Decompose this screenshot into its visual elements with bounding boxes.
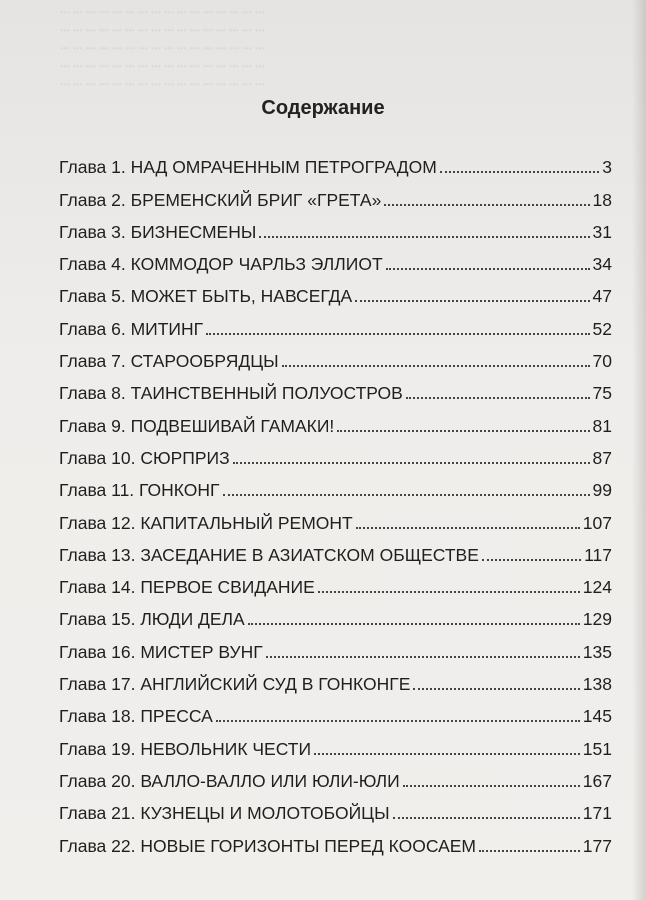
toc-entry — [59, 501, 612, 533]
toc-entry-page: 75 — [592, 383, 612, 404]
toc-entry — [59, 243, 612, 275]
toc-entry — [59, 695, 612, 727]
toc-entry-page: 129 — [582, 609, 612, 630]
dot-leader — [479, 850, 580, 852]
dot-leader — [266, 656, 580, 658]
toc-entry-title: Глава 1. НАД ОМРАЧЕННЫМ ПЕТРОГРАДОМ — [59, 157, 437, 178]
dot-leader — [355, 300, 589, 302]
toc-entry — [59, 437, 612, 469]
toc-entry-title: Глава 6. МИТИНГ — [59, 318, 204, 339]
toc-entry — [59, 275, 612, 307]
toc-entry-page: 18 — [592, 189, 612, 210]
toc-entry — [59, 469, 612, 501]
toc-entry-title: Глава 21. КУЗНЕЦЫ И МОЛОТОБОЙЦЫ — [59, 803, 390, 824]
dot-leader — [356, 527, 580, 529]
toc-entry-title: Глава 12. КАПИТАЛЬНЫЙ РЕМОНТ — [59, 512, 353, 533]
bleed-line: ... ... ... ... ... ... ... ... ... ... ... ... ... ... ... ... — [60, 37, 265, 52]
toc-entry-title: Глава 14. ПЕРВОЕ СВИДАНИЕ — [59, 577, 315, 598]
toc-entry-page: 124 — [582, 577, 612, 598]
toc-entry-page: 99 — [592, 480, 612, 501]
dot-leader — [318, 591, 580, 593]
dot-leader — [223, 494, 590, 496]
dot-leader — [406, 397, 590, 399]
dot-leader — [403, 785, 580, 787]
dot-leader — [384, 204, 589, 206]
dot-leader — [482, 559, 581, 561]
toc-entry-title: Глава 5. МОЖЕТ БЫТЬ, НАВСЕГДА — [59, 286, 353, 307]
toc-entry — [59, 146, 612, 178]
dot-leader — [206, 333, 589, 335]
toc-entry-page: 151 — [582, 738, 612, 759]
toc-entry-title: Глава 4. КОММОДОР ЧАРЛЬЗ ЭЛЛИОТ — [59, 254, 383, 275]
toc-entry-page: 52 — [592, 318, 612, 339]
dot-leader — [233, 462, 590, 464]
bleed-line: ... ... ... ... ... ... ... ... ... ... ... ... ... ... ... ... — [60, 1, 265, 16]
bleed-line: ... ... ... ... ... ... ... ... ... ... ... ... ... ... ... ... — [60, 55, 265, 70]
toc-entry-page: 117 — [584, 544, 612, 565]
dot-leader — [216, 720, 580, 722]
toc-entry-title: Глава 16. МИСТЕР ВУНГ — [59, 641, 263, 662]
toc-entry — [59, 340, 612, 372]
toc-entry-title: Глава 18. ПРЕССА — [59, 706, 213, 727]
toc-entry-title: Глава 10. СЮРПРИЗ — [59, 447, 230, 468]
toc-entry — [59, 178, 612, 210]
toc-entry-title: Глава 11. ГОНКОНГ — [59, 480, 220, 501]
toc-entry-page: 145 — [582, 706, 612, 727]
toc-entry — [59, 404, 612, 436]
toc-entry — [59, 792, 612, 824]
toc-entry-page: 87 — [592, 447, 612, 468]
page-title: Содержание — [261, 97, 385, 119]
toc-entry — [59, 534, 612, 566]
toc-entry-page: 70 — [592, 351, 612, 372]
toc-entry-page: 135 — [582, 641, 612, 662]
toc-entry-page: 34 — [592, 254, 612, 275]
toc-entry-title: Глава 3. БИЗНЕСМЕНЫ — [59, 221, 257, 242]
toc-entry-title: Глава 7. СТАРООБРЯДЦЫ — [59, 351, 279, 372]
toc-entry-title: Глава 20. ВАЛЛО-ВАЛЛО ИЛИ ЮЛИ-ЮЛИ — [59, 770, 400, 791]
toc-entry-page: 138 — [582, 674, 612, 695]
toc-entry-page: 167 — [582, 770, 612, 791]
toc-entry-title: Глава 8. ТАИНСТВЕННЫЙ ПОЛУОСТРОВ — [59, 383, 403, 404]
toc-entry-title: Глава 9. ПОДВЕШИВАЙ ГАМАКИ! — [59, 415, 335, 436]
toc-entry — [59, 630, 612, 662]
toc-entry — [59, 211, 612, 243]
dot-leader — [282, 365, 590, 367]
toc-entry-page: 3 — [602, 157, 612, 178]
toc-entry-page: 47 — [592, 286, 612, 307]
toc-entry — [59, 663, 612, 695]
dot-leader — [386, 268, 590, 270]
page-spine-shadow — [632, 0, 646, 900]
toc-entry — [59, 598, 612, 630]
bleed-line: ... ... ... ... ... ... ... ... ... ... ... ... ... ... ... ... — [60, 19, 265, 34]
dot-leader — [248, 623, 580, 625]
toc-entry-title: Глава 17. АНГЛИЙСКИЙ СУД В ГОНКОНГЕ — [59, 674, 411, 695]
toc-entry-title: Глава 2. БРЕМЕНСКИЙ БРИГ «ГРЕТА» — [59, 189, 382, 210]
toc-entry-page: 177 — [582, 835, 612, 856]
bleed-through-text — [60, 0, 620, 100]
toc-entry-title: Глава 13. ЗАСЕДАНИЕ В АЗИАТСКОМ ОБЩЕСТВЕ — [59, 544, 479, 565]
toc-entry-title: Глава 19. НЕВОЛЬНИК ЧЕСТИ — [59, 738, 312, 759]
dot-leader — [314, 753, 580, 755]
bleed-line: ... ... ... ... ... ... ... ... ... ... ... ... ... ... ... ... — [60, 73, 265, 88]
toc-entry-page: 81 — [592, 415, 612, 436]
toc-entry-page: 107 — [582, 512, 612, 533]
dot-leader — [259, 236, 589, 238]
toc-entry — [59, 760, 612, 792]
toc-entry — [59, 566, 612, 598]
toc-entry-title: Глава 22. НОВЫЕ ГОРИЗОНТЫ ПЕРЕД КООСАЕМ — [59, 835, 477, 856]
toc-entry — [59, 372, 612, 404]
toc-entry — [59, 824, 612, 856]
dot-leader — [337, 430, 589, 432]
toc-entry — [59, 307, 612, 339]
dot-leader — [393, 817, 580, 819]
table-of-contents — [59, 146, 612, 857]
dot-leader — [413, 688, 579, 690]
dot-leader — [440, 171, 599, 173]
toc-entry-page: 171 — [582, 803, 612, 824]
toc-entry-page: 31 — [592, 221, 612, 242]
toc-entry — [59, 727, 612, 759]
toc-entry-title: Глава 15. ЛЮДИ ДЕЛА — [59, 609, 245, 630]
